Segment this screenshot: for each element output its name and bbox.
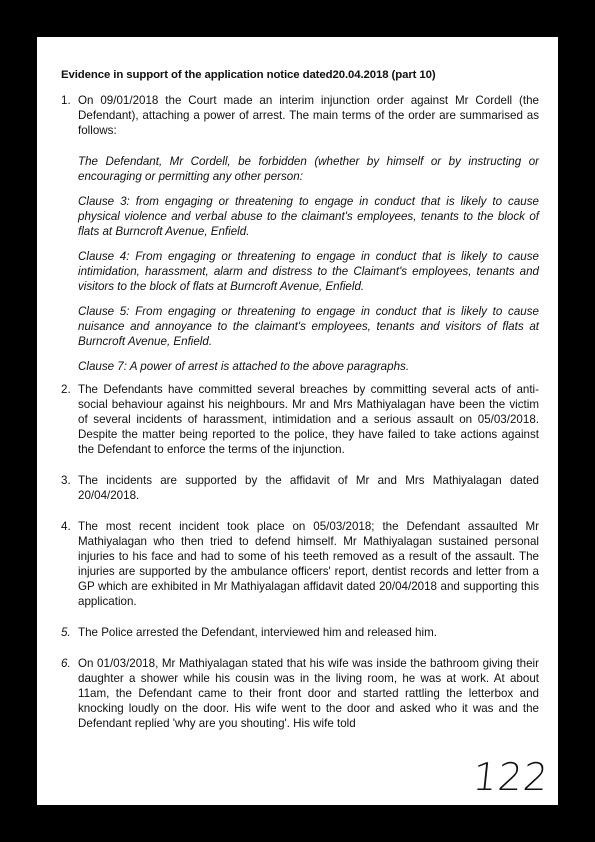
handwritten-page-number: 122 xyxy=(470,755,551,799)
paragraph-text: The incidents are supported by the affidavit of Mr and Mrs Mathiyalagan dated 20/04/2018. xyxy=(78,474,539,502)
paragraph-number: 1. xyxy=(61,94,71,107)
clause-3: Clause 3: from engaging or threatening to engage in conduct that is likely to cause physical violence and verbal abuse to the claimant's employees, tenants to the block of flats at Burncroft Avenue, Enfield. xyxy=(78,195,539,238)
paragraph-2 xyxy=(61,382,539,457)
paragraph-number: 5. xyxy=(61,626,71,639)
paragraph-1 xyxy=(61,93,539,138)
order-intro: The Defendant, Mr Cordell, be forbidden (whether by himself or by instructing or encouraging or permitting any other person: xyxy=(78,155,539,183)
paragraph-text: On 09/01/2018 the Court made an interim injunction order against Mr Cordell (the Defendant), attaching a power of arrest. The main terms of the order are summarised as follows: xyxy=(78,94,539,137)
clause-7: Clause 7: A power of arrest is attached to the above paragraphs. xyxy=(78,360,410,373)
paragraph-5 xyxy=(61,625,539,640)
paragraph-text: The most recent incident took place on 05/03/2018; the Defendant assaulted Mr Mathiyalagan who then tried to defend himself. Mr Mathiyalagan sustained personal injuries to his face and had to some of his teeth removed as a result of the assault. The injuries are supported by the ambulance officers' report, dentist records and letter from a GP which are exhibited in Mr Mathiyalagan affidavit dated 20/04/2018 and supporting this application. xyxy=(78,520,539,608)
clause-5: Clause 5: From engaging or threatening to engage in conduct that is likely to cause nuisance and annoyance to the claimant's employees, tenants and visitors of flats at Burncroft Avenue, Enfield. xyxy=(78,305,539,348)
clause-4: Clause 4: From engaging or threatening to engage in conduct that is likely to cause intimidation, harassment, alarm and distress to the Claimant's employees, tenants and visitors to the block of flats at Burncroft Avenue, Enfield. xyxy=(78,250,539,293)
paragraph-4 xyxy=(61,519,539,609)
paragraph-number: 3. xyxy=(61,474,71,487)
paragraph-text: The Defendants have committed several breaches by committing several acts of anti-social behaviour against his neighbours. Mr and Mrs Mathiyalagan have been the victim of several incidents of harassment, intimidation and a serious assault on 05/03/2018. Despite the matter being reported to the police, they have failed to take actions against the Defendant to enforce the terms of the injunction. xyxy=(78,383,539,456)
document-heading: Evidence in support of the application notice dated20.04.2018 (part 10) xyxy=(61,69,436,81)
paragraph-text: On 01/03/2018, Mr Mathiyalagan stated that his wife was inside the bathroom giving their daughter a shower while his cousin was in the living room, he was at work. At about 11am, the Defendant came to their front door and started rattling the letterbox and knocking loudly on the door. His wife went to the door and asked who it was and the Defendant replied 'why are you shouting'. His wife told xyxy=(78,657,539,730)
paragraph-text: The Police arrested the Defendant, interviewed him and released him. xyxy=(78,626,437,639)
document-page xyxy=(37,37,558,805)
document-body xyxy=(61,69,539,747)
paragraph-6 xyxy=(61,656,539,731)
paragraph-3 xyxy=(61,473,539,503)
paragraph-number: 2. xyxy=(61,383,71,396)
paragraph-number: 6. xyxy=(61,657,71,670)
paragraph-number: 4. xyxy=(61,520,71,533)
